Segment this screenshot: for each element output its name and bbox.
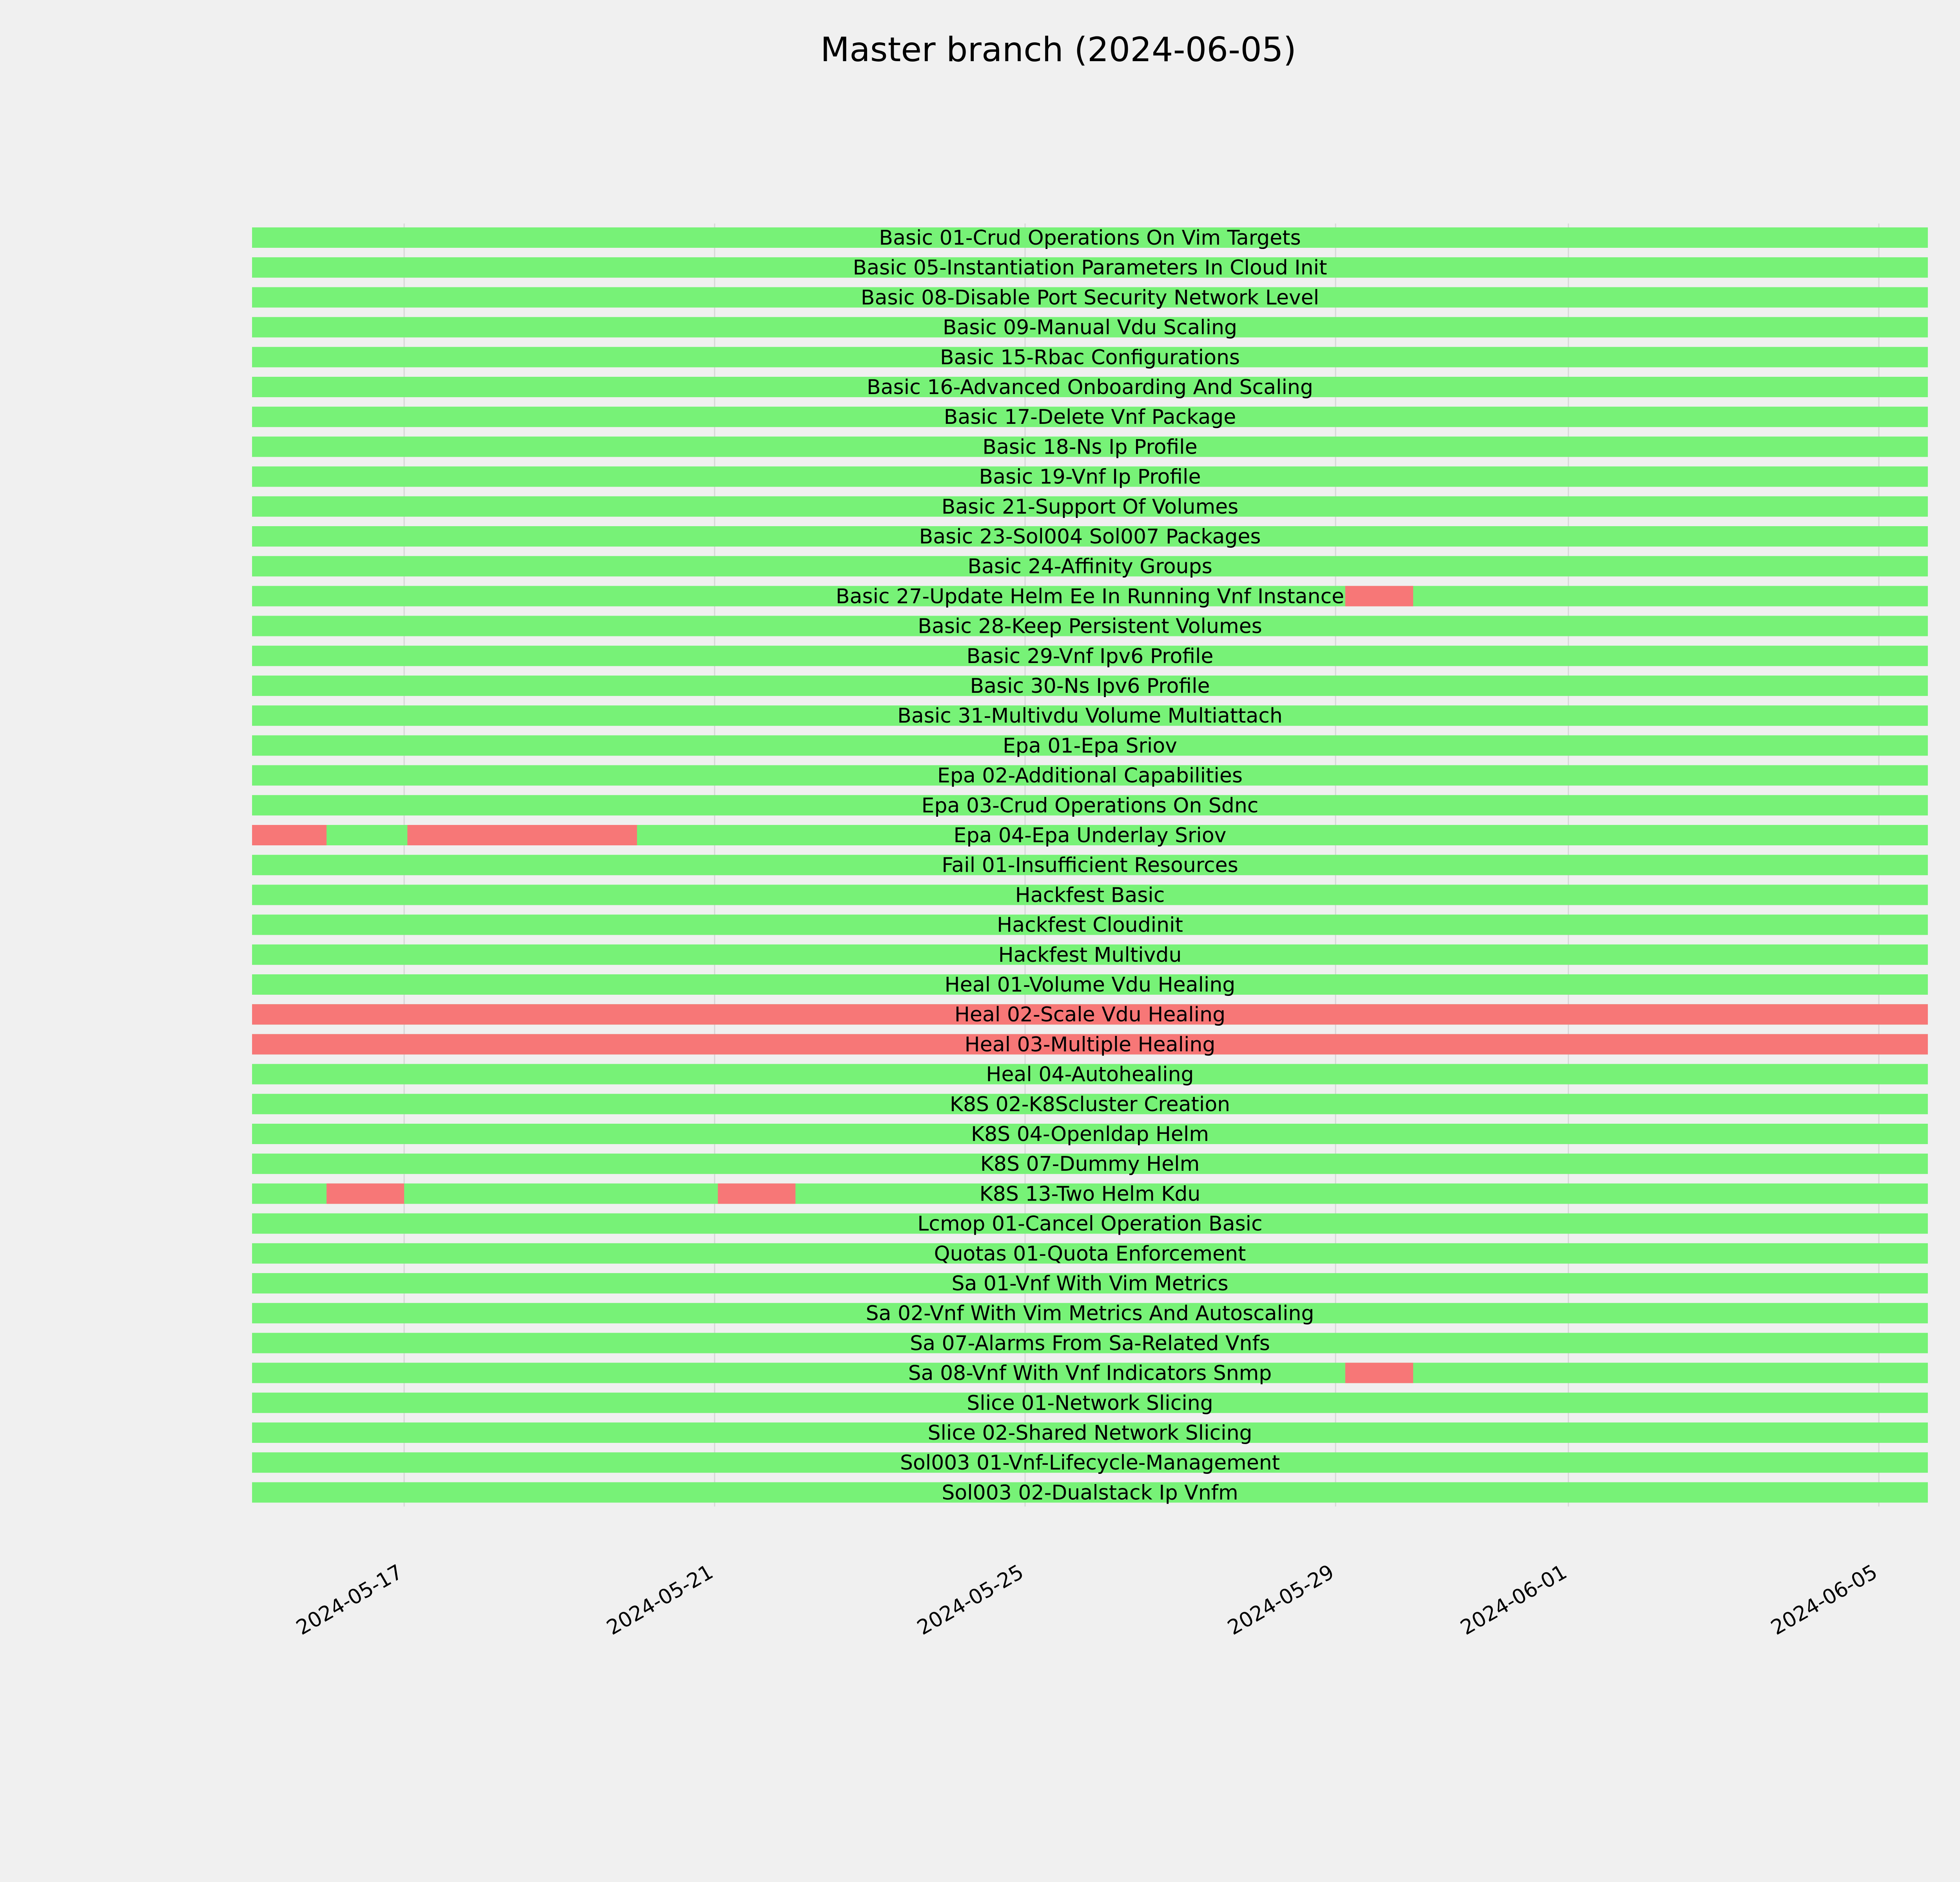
x-tick-label: 2024-05-29 <box>1223 1560 1338 1640</box>
row-label: Basic 31-Multivdu Volume Multiattach <box>897 704 1283 728</box>
row-label: Basic 29-Vnf Ipv6 Profile <box>966 644 1214 668</box>
row-label: Basic 18-Ns Ip Profile <box>982 435 1198 459</box>
row-label: Heal 03-Multiple Healing <box>964 1033 1216 1057</box>
row-label: Basic 15-Rbac Configurations <box>940 345 1240 369</box>
row-label: Basic 16-Advanced Onboarding And Scaling <box>867 376 1313 399</box>
row-label: Sol003 02-Dualstack Ip Vnfm <box>942 1481 1238 1505</box>
row-label: Fail 01-Insufficient Resources <box>942 854 1238 877</box>
x-axis-ticks <box>292 1560 1882 1640</box>
row-label: Basic 08-Disable Port Security Network Level <box>860 286 1319 310</box>
row-label: Quotas 01-Quota Enforcement <box>934 1242 1246 1266</box>
row-label: K8S 02-K8Scluster Creation <box>949 1092 1230 1116</box>
row-label: Hackfest Cloudinit <box>997 913 1183 937</box>
x-tick-label: 2024-05-17 <box>292 1560 407 1640</box>
row-label: Basic 17-Delete Vnf Package <box>944 405 1236 429</box>
row-label: Sa 01-Vnf With Vim Metrics <box>951 1272 1229 1295</box>
row-label: Basic 27-Update Helm Ee In Running Vnf Instance <box>835 585 1345 609</box>
fail-segment <box>327 1183 404 1204</box>
row-label: Epa 03-Crud Operations On Sdnc <box>921 794 1259 817</box>
row-label: Basic 09-Manual Vdu Scaling <box>942 316 1238 340</box>
x-tick-label: 2024-06-05 <box>1767 1560 1882 1640</box>
row-label: Hackfest Multivdu <box>998 943 1182 967</box>
row-label: Basic 28-Keep Persistent Volumes <box>918 614 1262 638</box>
row-label: Epa 04-Epa Underlay Sriov <box>953 824 1227 847</box>
row-label: Sa 07-Alarms From Sa-Related Vnfs <box>910 1332 1270 1355</box>
row-label: Sa 08-Vnf With Vnf Indicators Snmp <box>908 1361 1272 1385</box>
row-label: Basic 30-Ns Ipv6 Profile <box>970 674 1210 698</box>
row-label: Basic 19-Vnf Ip Profile <box>979 465 1201 489</box>
fail-segment <box>1345 1363 1413 1383</box>
row-label: Heal 02-Scale Vdu Healing <box>954 1003 1226 1027</box>
row-label: Basic 24-Affinity Groups <box>967 555 1212 579</box>
row-label: Sa 02-Vnf With Vim Metrics And Autoscaling <box>866 1302 1314 1326</box>
x-tick-label: 2024-05-21 <box>603 1560 717 1640</box>
row-label: Heal 01-Volume Vdu Healing <box>944 973 1236 997</box>
row-label: Epa 02-Additional Capabilities <box>937 764 1243 788</box>
row-label: Epa 01-Epa Sriov <box>1003 734 1177 758</box>
row-label: Hackfest Basic <box>1015 883 1165 907</box>
fail-segment <box>407 825 637 845</box>
row-label: Basic 21-Support Of Volumes <box>941 495 1239 519</box>
row-label: K8S 07-Dummy Helm <box>980 1152 1200 1176</box>
x-tick-label: 2024-05-25 <box>913 1560 1028 1640</box>
row-label: Basic 05-Instantiation Parameters In Cloud Init <box>853 256 1327 280</box>
row-label: Slice 02-Shared Network Slicing <box>927 1421 1252 1445</box>
row-label: K8S 13-Two Helm Kdu <box>979 1182 1201 1206</box>
row-label: Sol003 01-Vnf-Lifecycle-Management <box>900 1451 1280 1475</box>
row-label: K8S 04-Openldap Helm <box>971 1123 1209 1146</box>
fail-segment <box>252 825 327 845</box>
chart-title: Master branch (2024-06-05) <box>820 30 1297 69</box>
row-label: Basic 23-Sol004 Sol007 Packages <box>919 525 1261 549</box>
row-label: Basic 01-Crud Operations On Vim Targets <box>879 226 1301 250</box>
row-label: Heal 04-Autohealing <box>986 1063 1194 1086</box>
row-label: Lcmop 01-Cancel Operation Basic <box>917 1212 1263 1236</box>
fail-segment <box>1345 586 1413 606</box>
fail-segment <box>718 1183 795 1204</box>
row-label: Slice 01-Network Slicing <box>967 1391 1213 1415</box>
x-tick-label: 2024-06-01 <box>1456 1560 1571 1640</box>
